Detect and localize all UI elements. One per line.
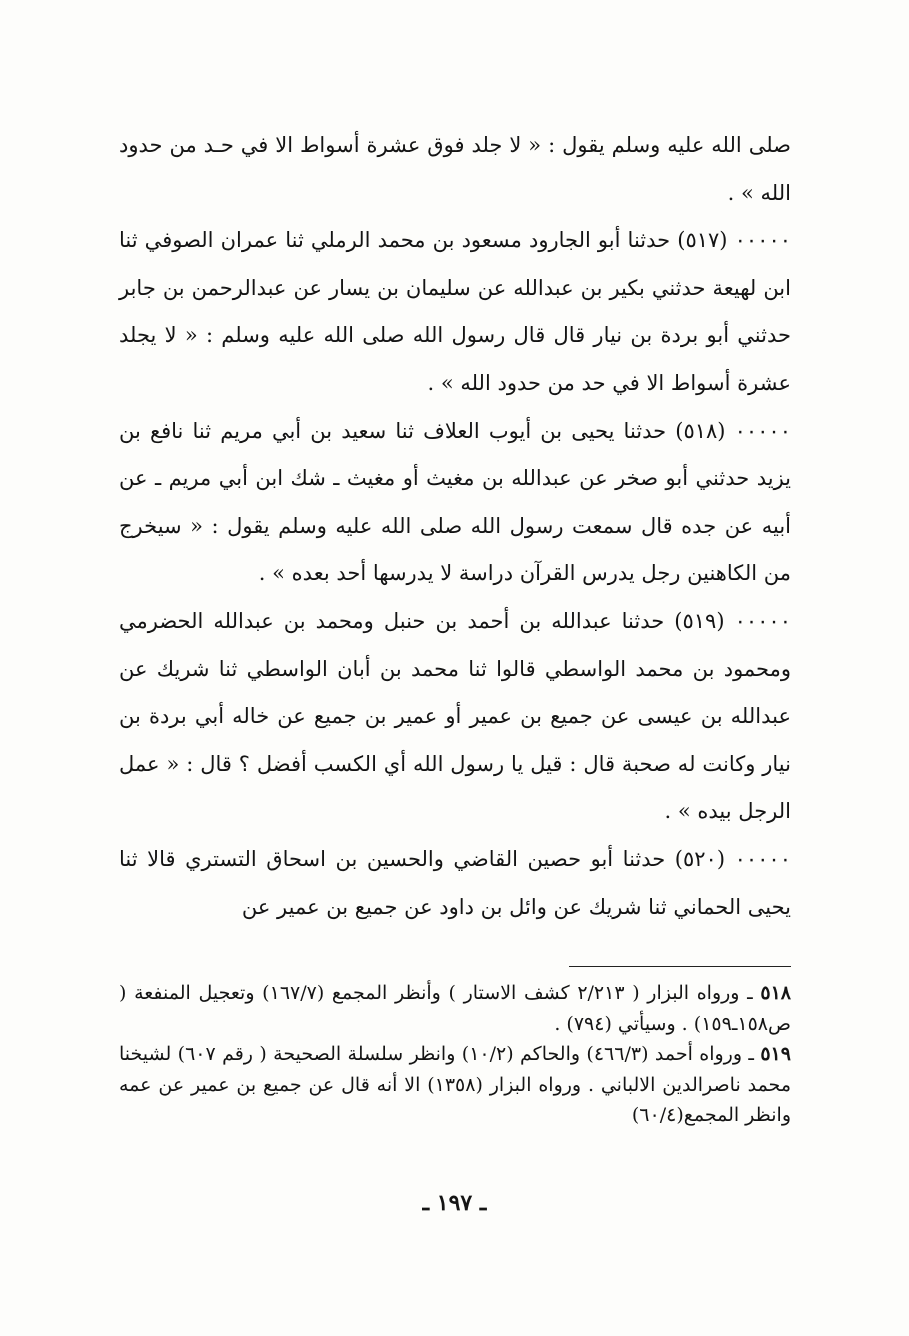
hadith-517: ٠٠٠٠٠ (٥١٧) حدثنا أبو الجارود مسعود بن محمد الرملي ثنا عمران الصوفي ثنا ابن لهيعة حدثني بكير بن عبدالله عن سليمان بن يسار عن عبدالرحمن بن جابر حدثني أبو بردة بن نيار قال قال رسول الله صلى الله عليه وسلم : « لا يجلد عشرة أسواط الا في حد من حدود الله » . <box>119 228 792 395</box>
footnote-text: ـ ورواه أحمد (٤٦٦/٣) والحاكم (١٠/٢) وانظر سلسلة الصحيحة ( رقم ٦٠٧) لشيخنا محمد ناصرالدين الالباني . ورواه البزار (١٣٥٨) الا أنه قال عن جميع بن عمير عن عمه وانظر المجمع(٦٠/٤) <box>119 1043 791 1126</box>
footnote-separator <box>569 966 791 967</box>
footnote-text: ـ ورواه البزار ( ٢/٢١٣ كشف الاستار ) وأنظر المجمع (١٦٧/٧) وتعجيل المنفعة ( ص١٥٨ـ١٥٩) . وسيأتي (٧٩٤) . <box>119 982 791 1035</box>
footnotes <box>119 978 791 1131</box>
footnote-519 <box>119 1039 791 1131</box>
footnote-number: ٥١٨ <box>760 982 791 1004</box>
footnote-518 <box>119 978 791 1039</box>
footnote-number: ٥١٩ <box>760 1043 791 1065</box>
hadith-518: ٠٠٠٠٠ (٥١٨) حدثنا يحيى بن أيوب العلاف ثنا سعيد بن أبي مريم ثنا نافع بن يزيد حدثني أبو صخر عن عبدالله بن مغيث أو مغيث ـ شك ابن أبي مريم ـ عن أبيه عن جده قال سمعت رسول الله صلى الله عليه وسلم يقول : « سيخرج من الكاهنين رجل يدرس القرآن دراسة لا يدرسها أحد بعده » . <box>119 418 791 586</box>
paragraph-continuation: صلى الله عليه وسلم يقول : « لا جلد فوق عشرة أسواط الا في حـد من حدود الله » . <box>119 133 791 205</box>
hadith-520: ٠٠٠٠٠ (٥٢٠) حدثنا أبو حصين القاضي والحسين بن اسحاق التستري قالا ثنا يحيى الحماني ثنا شريك عن وائل بن داود عن جميع بن عمير عن <box>119 846 791 919</box>
main-text <box>119 122 791 931</box>
hadith-519: ٠٠٠٠٠ (٥١٩) حدثنا عبدالله بن أحمد بن حنبل ومحمد بن عبدالله الحضرمي ومحمود بن محمد الواسطي قالوا ثنا محمد بن أبان الواسطي ثنا شريك عن عبدالله بن عيسى عن جميع بن عمير أو عمير بن جميع عن خاله أبي بردة بن نيار وكانت له صحبة قال : قيل يا رسول الله أي الكسب أفضل ؟ قال : « عمل الرجل بيده » . <box>119 608 791 824</box>
page-number: ـ ١٩٧ ـ <box>422 1190 487 1216</box>
